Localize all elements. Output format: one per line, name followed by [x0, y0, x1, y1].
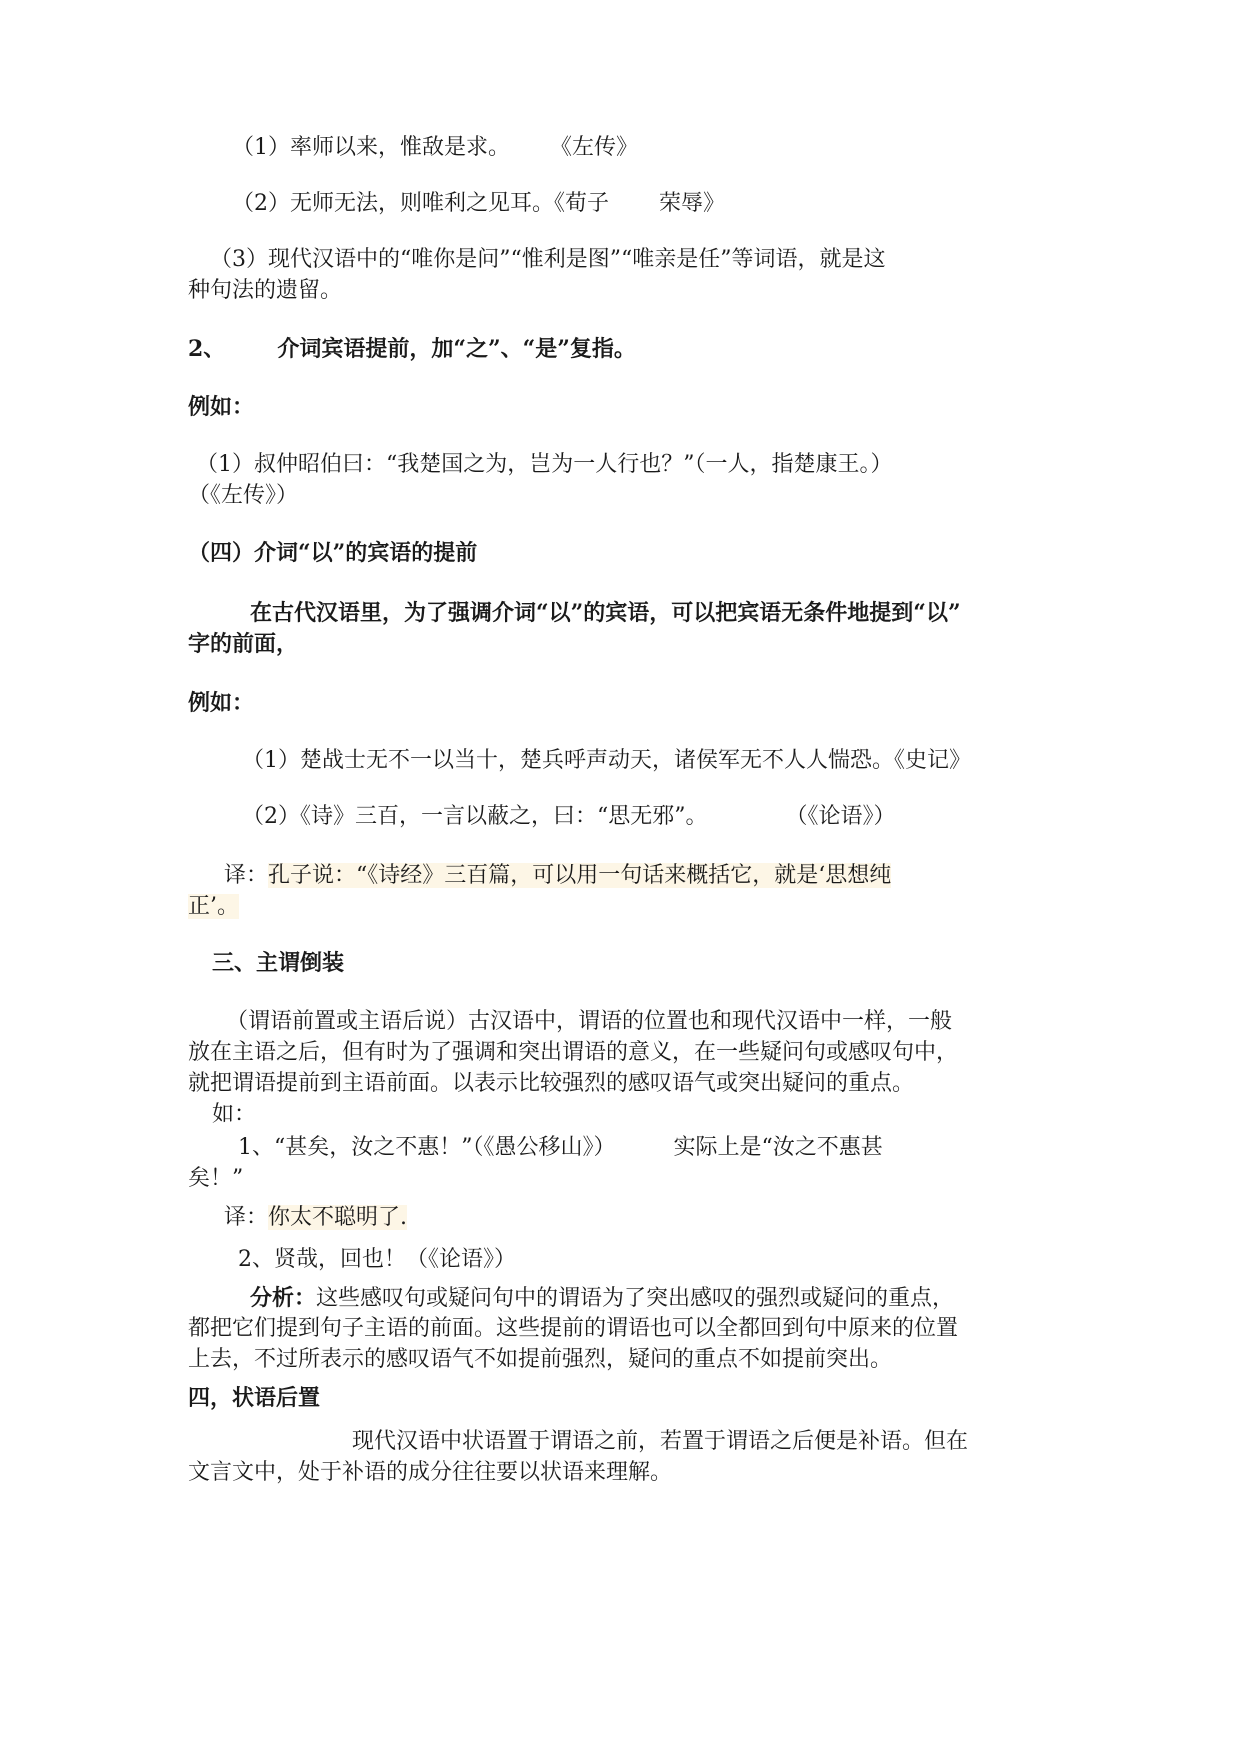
translation-text: 你太不聪明了. — [268, 1205, 408, 1230]
analysis-line: 上去，不过所表示的感叹语气不如提前强烈，疑问的重点不如提前突出。 — [188, 1347, 893, 1372]
analysis-label: 分析： — [250, 1285, 317, 1311]
example-text: （1）率师以来，惟敌是求。 — [232, 135, 510, 160]
paragraph-line: 现代汉语中状语置于谓语之前，若置于谓语之后便是补语。但在 — [352, 1429, 969, 1454]
section-title: 四，状语后置 — [188, 1385, 321, 1411]
translation-text: 孔子说：“《诗经》三百篇，可以用一句话来概括它，就是‘思想纯 — [268, 863, 892, 888]
item-title: 介词宾语提前，加“之”、“是”复指。 — [277, 336, 636, 362]
paragraph-line: 就把谓语提前到主语前面。以表示比较强烈的感叹语气或突出疑问的重点。 — [188, 1071, 915, 1096]
section-desc-line-1: 在古代汉语里，为了强调介词“以”的宾语，可以把宾语无条件地提到“以” — [250, 600, 961, 626]
translation-line-1 — [224, 861, 891, 891]
example-source: 荣辱》 — [659, 191, 726, 216]
example-line — [242, 802, 896, 832]
paragraph-line: （谓语前置或主语后说）古汉语中，谓语的位置也和现代汉语中一样，一般 — [226, 1009, 953, 1034]
item-heading — [188, 334, 636, 364]
translation-line-2 — [188, 892, 239, 922]
example-text: （2）无师无法，则唯利之见耳。《荀子 — [232, 191, 609, 216]
note-line-1: （3）现代汉语中的“唯你是问”“惟利是图”“唯亲是任”等词语，就是这 — [210, 247, 886, 272]
example-text: （2）《诗》三百，一言以蔽之，曰：“思无邪”。 — [242, 804, 708, 829]
example-line — [238, 1133, 883, 1163]
translation-text: 正’。 — [188, 894, 239, 919]
example-source: 《左传》 — [550, 135, 639, 160]
example-line — [232, 189, 725, 219]
example-line — [232, 133, 638, 163]
paragraph-line: 放在主语之后，但有时为了强调和突出谓语的意义，在一些疑问句或感叹句中， — [188, 1040, 959, 1065]
example-line: 矣！” — [188, 1166, 244, 1191]
section-title: （四）介词“以”的宾语的提前 — [188, 540, 478, 566]
analysis-text: 这些感叹句或疑问句中的谓语为了突出感叹的强烈或疑问的重点， — [316, 1286, 955, 1311]
example-label: 例如： — [188, 394, 255, 420]
section-desc-line-2: 字的前面， — [188, 631, 299, 657]
example-text: 1、“甚矣，汝之不惠！”（《愚公移山》） — [238, 1135, 616, 1160]
section-title: 三、主谓倒装 — [212, 950, 345, 976]
translation-label: 译： — [224, 863, 269, 888]
paragraph-line: 文言文中，处于补语的成分往往要以状语来理解。 — [188, 1460, 673, 1485]
example-source: （《论语》） — [785, 804, 896, 829]
analysis-line-1 — [250, 1283, 954, 1314]
example-line: （1）叔仲昭伯曰：“我楚国之为，岂为一人行也？”（一人，指楚康王。） — [196, 452, 893, 477]
example-line: （1）楚战士无不一以当十，楚兵呼声动天，诸侯军无不人人惴恐。《史记》 — [242, 748, 971, 773]
item-number: 2、 — [188, 336, 226, 362]
example-label: 如： — [212, 1102, 257, 1127]
example-label: 例如： — [188, 690, 255, 716]
translation-line — [224, 1203, 407, 1233]
example-line: 2、贤哉，回也！（《论语》） — [238, 1247, 516, 1272]
example-note: 实际上是“汝之不惠甚 — [673, 1135, 883, 1160]
analysis-line: 都把它们提到句子主语的前面。这些提前的谓语也可以全都回到句中原来的位置 — [188, 1316, 959, 1341]
example-line: （《左传》） — [188, 483, 299, 508]
translation-label: 译： — [224, 1205, 269, 1230]
note-line-2: 种句法的遗留。 — [188, 278, 343, 303]
